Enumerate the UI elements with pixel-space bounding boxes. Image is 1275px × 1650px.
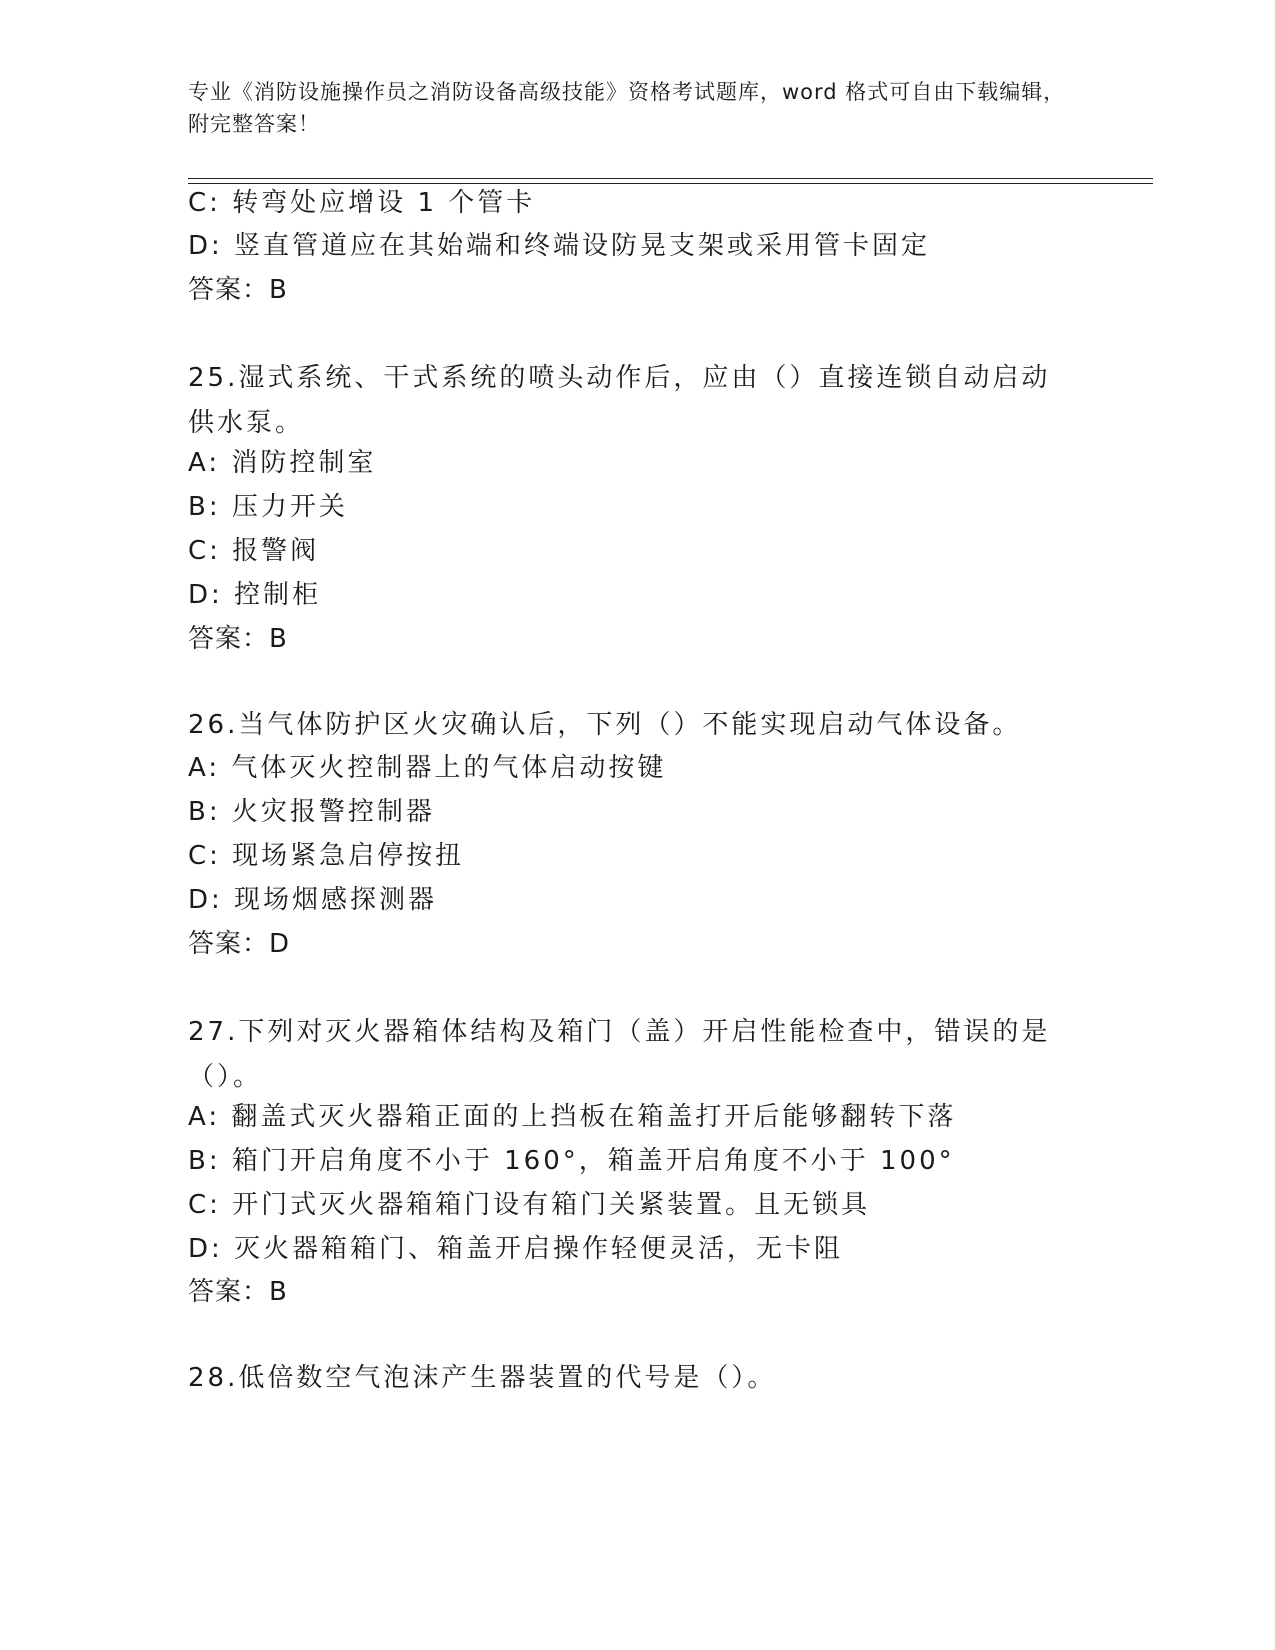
document-header: 专业《消防设施操作员之消防设备高级技能》资格考试题库，word 格式可自由下载编辑，附完整答案！ — [188, 80, 1066, 136]
header-rule-bottom — [188, 183, 1153, 184]
header-rule-top — [188, 178, 1153, 179]
answer: 答案：B — [188, 624, 288, 654]
option-d: D: 灭火器箱箱门、箱盖开启操作轻便灵活，无卡阻 — [188, 1234, 844, 1264]
answer: 答案：D — [188, 929, 291, 959]
option-d: D: 控制柜 — [188, 580, 322, 610]
option-c: C: 转弯处应增设 1 个管卡 — [188, 188, 536, 218]
answer: 答案：B — [188, 275, 288, 305]
option-d: D: 现场烟感探测器 — [188, 885, 438, 915]
answer: 答案：B — [188, 1277, 288, 1307]
option-b: B: 箱门开启角度不小于 160°，箱盖开启角度不小于 100° — [188, 1146, 955, 1176]
question-stem: 27.下列对灭火器箱体结构及箱门（盖）开启性能检查中，错误的是（）。 — [188, 1017, 1051, 1092]
option-a: A: 消防控制室 — [188, 448, 377, 478]
option-b: B: 压力开关 — [188, 492, 348, 522]
option-b: B: 火灾报警控制器 — [188, 797, 435, 827]
question-stem: 26.当气体防护区火灾确认后，下列（）不能实现启动气体设备。 — [188, 710, 1022, 740]
option-c: C: 开门式灭火器箱箱门设有箱门关紧装置。且无锁具 — [188, 1190, 871, 1220]
option-a: A: 翻盖式灭火器箱正面的上挡板在箱盖打开后能够翻转下落 — [188, 1102, 957, 1132]
option-c: C: 报警阀 — [188, 536, 320, 566]
question-stem: 25.湿式系统、干式系统的喷头动作后，应由（）直接连锁自动启动供水泵。 — [188, 363, 1051, 438]
question-stem: 28.低倍数空气泡沫产生器装置的代号是（）。 — [188, 1363, 777, 1393]
option-d: D: 竖直管道应在其始端和终端设防晃支架或采用管卡固定 — [188, 231, 931, 261]
option-a: A: 气体灭火控制器上的气体启动按键 — [188, 753, 667, 783]
option-c: C: 现场紧急启停按扭 — [188, 841, 465, 871]
